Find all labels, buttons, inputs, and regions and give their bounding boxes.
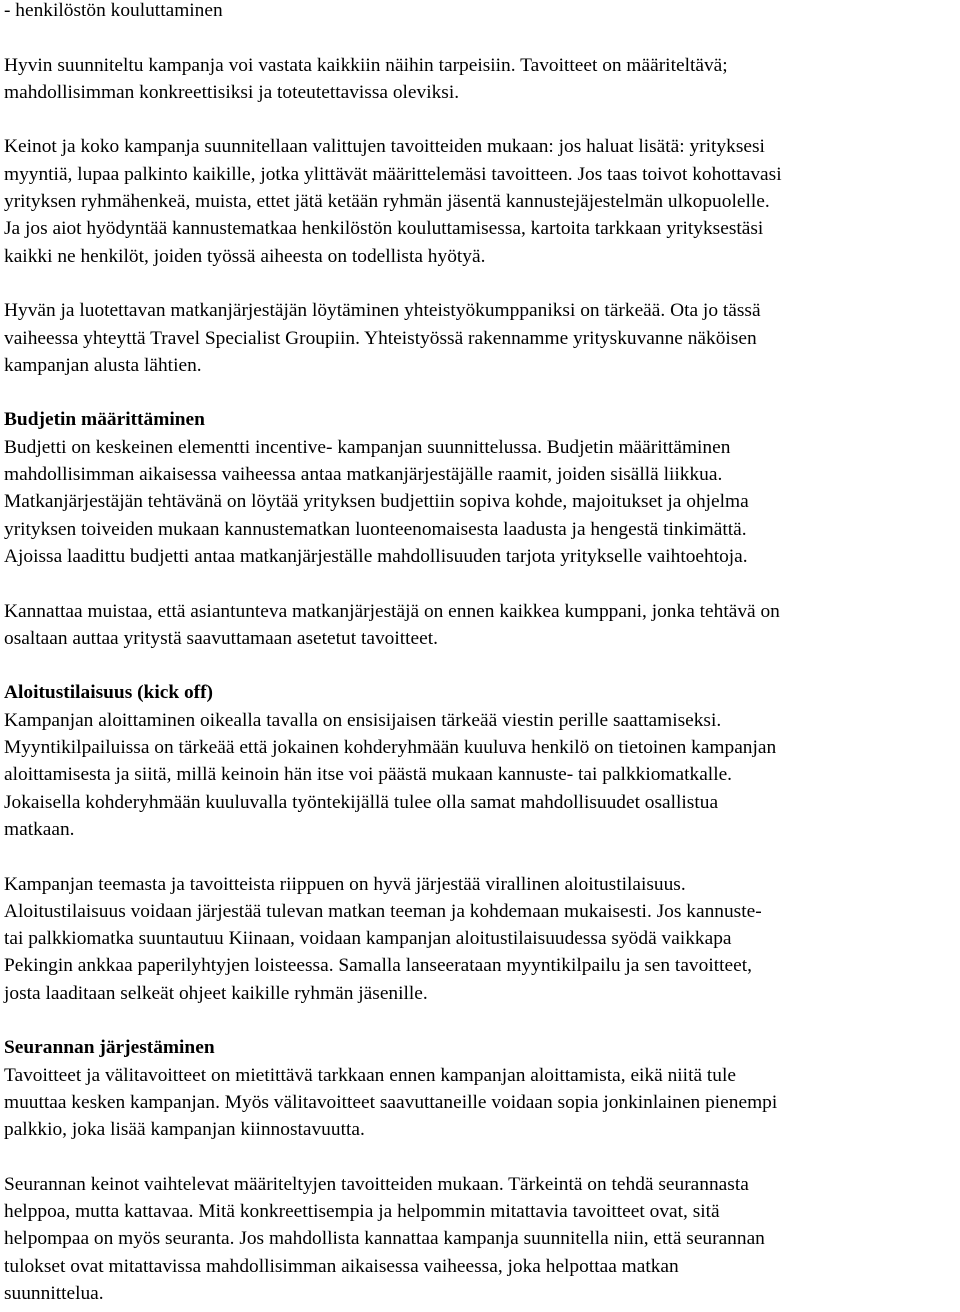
- text-line: palkkio, joka lisää kampanjan kiinnostavuutta.: [4, 1119, 365, 1141]
- spacer: [4, 379, 956, 406]
- text-line: vaiheessa yhteyttä Travel Specialist Groupiin. Yhteistyössä rakennamme yrityskuvanne näköisen: [4, 327, 757, 349]
- text-line: Kampanjan teemasta ja tavoitteista riippuen on hyvä järjestää virallinen aloitustilaisuus.: [4, 873, 686, 895]
- paragraph-campaign-means: [4, 133, 956, 269]
- text-line: myyntiä, lupaa palkinto kaikille, jotka ylittävät määrittelemäsi tavoitteen. Jos taas toivot kohottavasi: [4, 163, 782, 185]
- document-page: [4, 0, 956, 1307]
- spacer: [4, 652, 956, 679]
- text-line: suunnittelua.: [4, 1282, 104, 1304]
- text-line: Tavoitteet ja välitavoitteet on mietittävä tarkkaan ennen kampanjan aloittamista, eikä niitä tule: [4, 1064, 736, 1086]
- text-line: Ja jos aiot hyödyntää kannustematkaa henkilöstön kouluttamisessa, kartoita tarkkaan yrityksestäsi: [4, 218, 764, 240]
- text-line: helppoa, mutta kattavaa. Mitä konkreettisempia ja helpommin mitattavia tavoitteet ovat, sitä: [4, 1201, 720, 1223]
- text-line: tulokset ovat mitattavissa mahdollisimman aikaisessa vaiheessa, joka helpottaa matkan: [4, 1255, 679, 1277]
- text-line: tai palkkiomatka suuntautuu Kiinaan, voidaan kampanjan aloitustilaisuudessa syödä vaikkapa: [4, 928, 732, 950]
- text-line: Ajoissa laadittu budjetti antaa matkanjärjeställe mahdollisuuden tarjota yritykselle vaihtoehtoja.: [4, 545, 748, 567]
- section-heading-tracking: Seurannan järjestäminen: [4, 1037, 215, 1059]
- section-heading-budget: Budjetin määrittäminen: [4, 409, 205, 431]
- text-line: Keinot ja koko kampanja suunnitellaan valittujen tavoitteiden mukaan: jos haluat lisätä: yrityksesi: [4, 136, 765, 158]
- paragraph-kickoff-1: [4, 707, 956, 843]
- text-line: Hyvin suunniteltu kampanja voi vastata kaikkiin näihin tarpeisiin. Tavoitteet on määriteltävä;: [4, 54, 728, 76]
- text-line: mahdollisimman aikaisessa vaiheessa antaa matkanjärjestäjälle raamit, joiden sisällä liikkua.: [4, 464, 723, 486]
- text-line: Hyvän ja luotettavan matkanjärjestäjän löytäminen yhteistyökumppaniksi on tärkeää. Ota jo tässä: [4, 300, 761, 322]
- spacer: [4, 843, 956, 870]
- text-line: kaikki ne henkilöt, joiden työssä aiheesta on todellista hyötyä.: [4, 245, 486, 267]
- paragraph-tracking-1: [4, 1062, 956, 1144]
- intro-bullet: - henkilöstön kouluttaminen: [4, 0, 223, 21]
- spacer: [4, 1007, 956, 1034]
- spacer: [4, 270, 956, 297]
- spacer: [4, 24, 956, 51]
- text-line: helpompaa on myös seuranta. Jos mahdollista kannattaa kampanja suunnitella niin, että seurannan: [4, 1228, 765, 1250]
- text-line: Myyntikilpailuissa on tärkeää että jokainen kohderyhmään kuuluva henkilö on tietoinen kampanjan: [4, 737, 777, 759]
- text-line: Jokaisella kohderyhmään kuuluvalla työntekijällä tulee olla samat mahdollisuudet osallistua: [4, 791, 719, 813]
- text-line: Kampanjan aloittaminen oikealla tavalla on ensisijaisen tärkeää viestin perille saattamiseksi.: [4, 709, 722, 731]
- text-line: Budjetti on keskeinen elementti incentive- kampanjan suunnittelussa. Budjetin määrittäminen: [4, 436, 731, 458]
- paragraph-budget-1: [4, 434, 956, 570]
- paragraph-kickoff-2: [4, 871, 956, 1007]
- paragraph-campaign-goals: [4, 52, 956, 107]
- text-line: kampanjan alusta lähtien.: [4, 354, 202, 376]
- paragraph-tracking-2: [4, 1171, 956, 1307]
- text-line: osaltaan auttaa yritystä saavuttamaan asetetut tavoitteet.: [4, 627, 438, 649]
- text-line: Matkanjärjestäjän tehtävänä on löytää yrityksen budjettiin sopiva kohde, majoitukset ja ohjelma: [4, 491, 749, 513]
- spacer: [4, 1143, 956, 1170]
- spacer: [4, 106, 956, 133]
- text-line: yrityksen ryhmähenkeä, muista, ettet jätä ketään ryhmän jäsentä kannustejäjestelmän ulkopuolelle.: [4, 191, 770, 213]
- text-line: muuttaa kesken kampanjan. Myös välitavoitteet saavuttaneille voidaan sopia jonkinlainen pienempi: [4, 1091, 778, 1113]
- text-line: matkaan.: [4, 818, 75, 840]
- spacer: [4, 570, 956, 597]
- section-heading-kickoff: Aloitustilaisuus (kick off): [4, 682, 214, 704]
- text-line: yrityksen toiveiden mukaan kannustematkan luonteenomaisesta laadusta ja hengestä tinkimättä.: [4, 518, 747, 540]
- paragraph-travel-organizer: [4, 297, 956, 379]
- text-line: josta laaditaan selkeät ohjeet kaikille ryhmän jäsenille.: [4, 982, 428, 1004]
- text-line: mahdollisimman konkreettisiksi ja toteutettavissa oleviksi.: [4, 81, 460, 103]
- text-line: Aloitustilaisuus voidaan järjestää tulevan matkan teeman ja kohdemaan mukaisesti. Jos kannuste-: [4, 900, 762, 922]
- text-line: Kannattaa muistaa, että asiantunteva matkanjärjestäjä on ennen kaikkea kumppani, jonka tehtävä on: [4, 600, 780, 622]
- text-line: Pekingin ankkaa paperilyhtyjen loisteessa. Samalla lanseerataan myyntikilpailu ja sen tavoitteet,: [4, 955, 752, 977]
- text-line: aloittamisesta ja siitä, millä keinoin hän itse voi päästä mukaan kannuste- tai palkkiomatkalle.: [4, 764, 733, 786]
- text-line: Seurannan keinot vaihtelevat määriteltyjen tavoitteiden mukaan. Tärkeintä on tehdä seurannasta: [4, 1173, 749, 1195]
- paragraph-budget-2: [4, 598, 956, 653]
